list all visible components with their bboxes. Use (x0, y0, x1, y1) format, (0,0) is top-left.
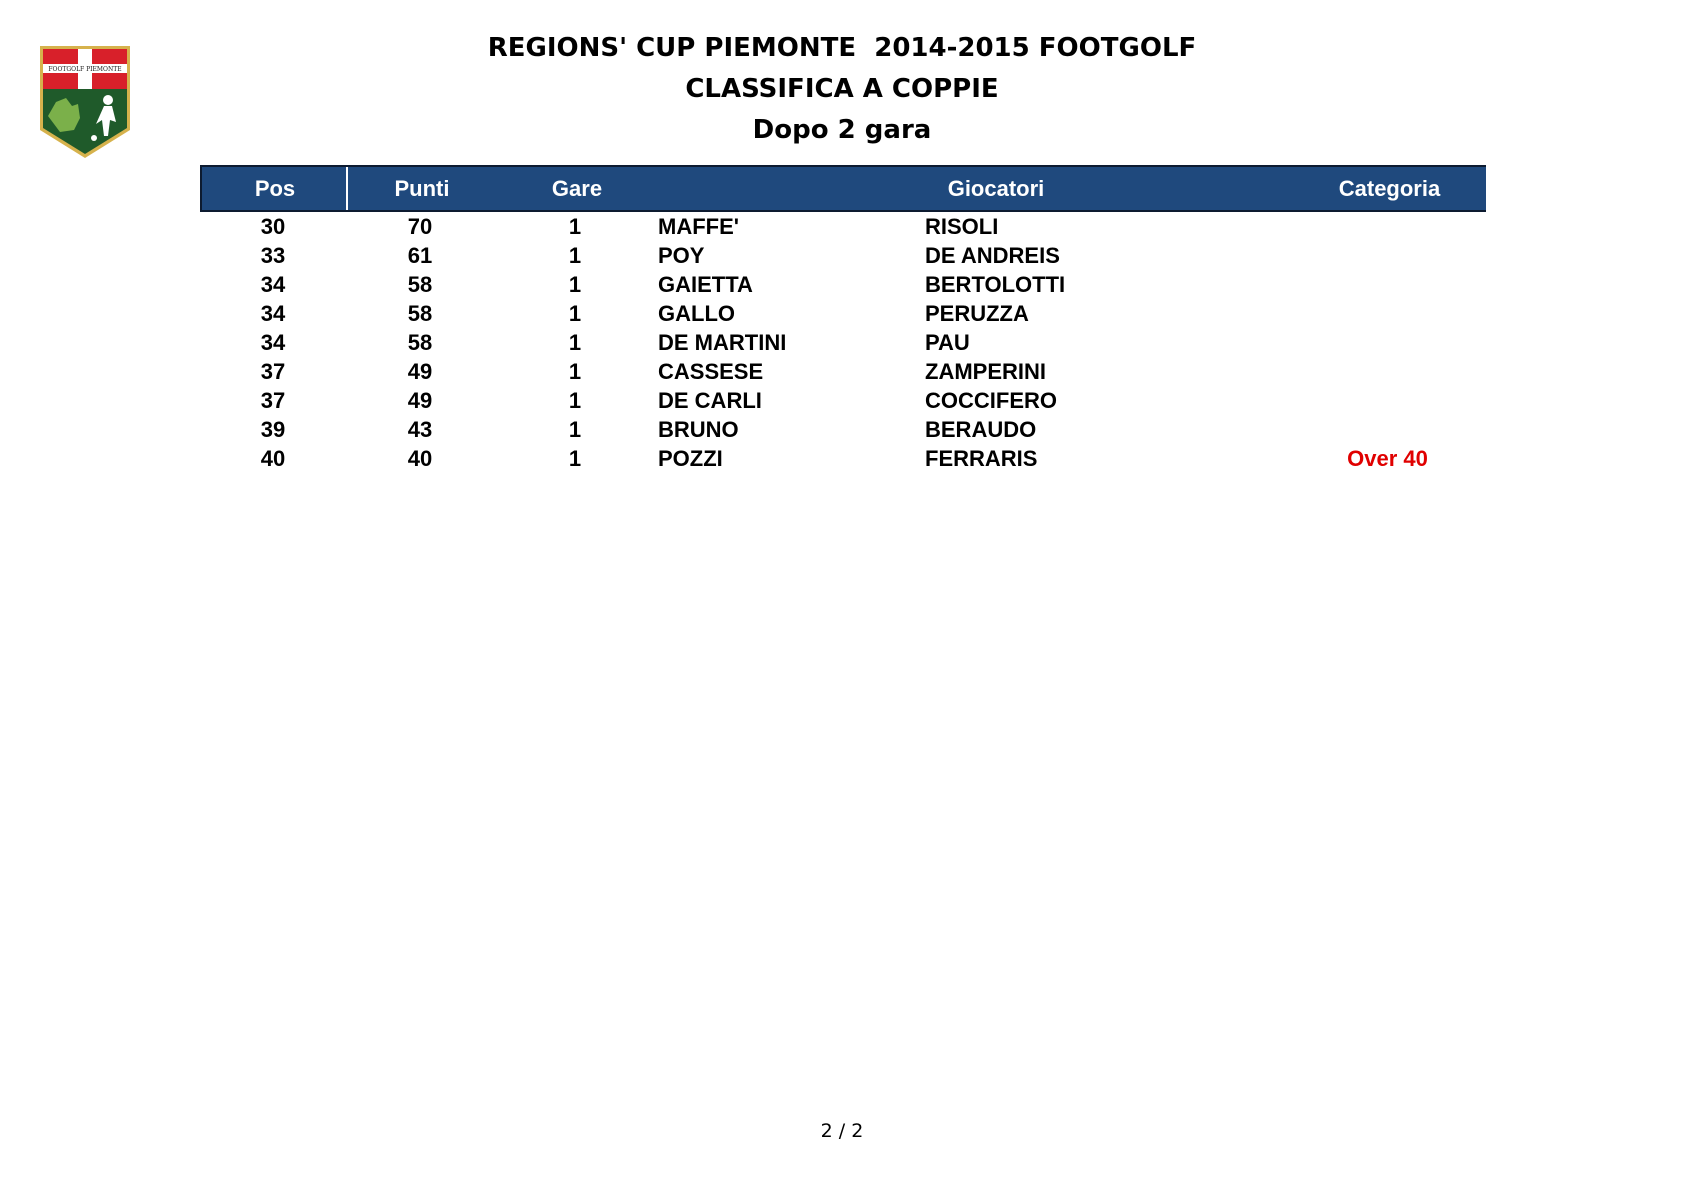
cell-gare: 1 (568, 446, 582, 471)
cell-punti: 61 (407, 243, 433, 268)
table-header (200, 165, 1486, 212)
header-punti: Punti (394, 176, 450, 201)
table-row (200, 444, 1486, 473)
cell-player-2: COCCIFERO (925, 388, 1057, 413)
table-row (200, 241, 1486, 270)
cell-pos: 37 (260, 359, 286, 384)
title-line-2: CLASSIFICA A COPPIE (685, 74, 999, 104)
cell-pos: 37 (260, 388, 286, 413)
page-number: 2 / 2 (820, 1120, 864, 1142)
table-row (200, 386, 1486, 415)
cell-player-1: GAIETTA (658, 272, 753, 297)
table-row (200, 270, 1486, 299)
table-row (200, 212, 1486, 241)
cell-player-1: CASSESE (658, 359, 764, 384)
cell-pos: 34 (260, 301, 286, 326)
cell-gare: 1 (568, 388, 582, 413)
cell-punti: 58 (407, 272, 433, 297)
cell-punti: 70 (407, 214, 433, 239)
cell-gare: 1 (568, 272, 582, 297)
cell-punti: 58 (407, 330, 433, 355)
cell-gare: 1 (568, 330, 582, 355)
cell-player-2: PAU (925, 330, 970, 355)
standings-table (200, 165, 1486, 473)
cell-pos: 39 (260, 417, 286, 442)
header-gare: Gare (551, 176, 603, 201)
cell-player-1: BRUNO (658, 417, 739, 442)
title-line-1: REGIONS' CUP PIEMONTE 2014-2015 FOOTGOLF (487, 33, 1197, 63)
table-row (200, 328, 1486, 357)
cell-punti: 58 (407, 301, 433, 326)
cell-punti: 43 (407, 417, 433, 442)
table-row (200, 299, 1486, 328)
cell-pos: 30 (260, 214, 286, 239)
title-line-3: Dopo 2 gara (752, 115, 932, 145)
cell-gare: 1 (568, 301, 582, 326)
document-title (0, 28, 1684, 151)
cell-punti: 40 (407, 446, 433, 471)
cell-pos: 33 (260, 243, 286, 268)
cell-player-1: DE CARLI (658, 388, 762, 413)
header-categoria: Categoria (1338, 176, 1441, 201)
cell-player-2: BERTOLOTTI (925, 272, 1066, 297)
table-body (200, 212, 1486, 473)
cell-player-1: GALLO (658, 301, 735, 326)
cell-pos: 34 (260, 272, 286, 297)
cell-player-2: RISOLI (925, 214, 999, 239)
svg-text:FOOTGOLF PIEMONTE: FOOTGOLF PIEMONTE (48, 66, 122, 73)
cell-player-2: PERUZZA (925, 301, 1029, 326)
cell-player-2: BERAUDO (925, 417, 1037, 442)
cell-punti: 49 (407, 388, 433, 413)
cell-player-1: POY (658, 243, 705, 268)
cell-player-1: DE MARTINI (658, 330, 787, 355)
table-row (200, 415, 1486, 444)
header-giocatori: Giocatori (947, 176, 1045, 201)
table-row (200, 357, 1486, 386)
header-pos: Pos (254, 176, 296, 201)
cell-gare: 1 (568, 417, 582, 442)
cell-player-2: ZAMPERINI (925, 359, 1046, 384)
cell-gare: 1 (568, 359, 582, 384)
cell-player-1: POZZI (658, 446, 723, 471)
cell-player-2: DE ANDREIS (925, 243, 1060, 268)
cell-pos: 40 (260, 446, 286, 471)
cell-punti: 49 (407, 359, 433, 384)
cell-player-1: MAFFE' (658, 214, 739, 239)
cell-pos: 34 (260, 330, 286, 355)
cell-gare: 1 (568, 243, 582, 268)
cell-categoria: Over 40 (1347, 446, 1428, 471)
cell-gare: 1 (568, 214, 582, 239)
cell-player-2: FERRARIS (925, 446, 1038, 471)
